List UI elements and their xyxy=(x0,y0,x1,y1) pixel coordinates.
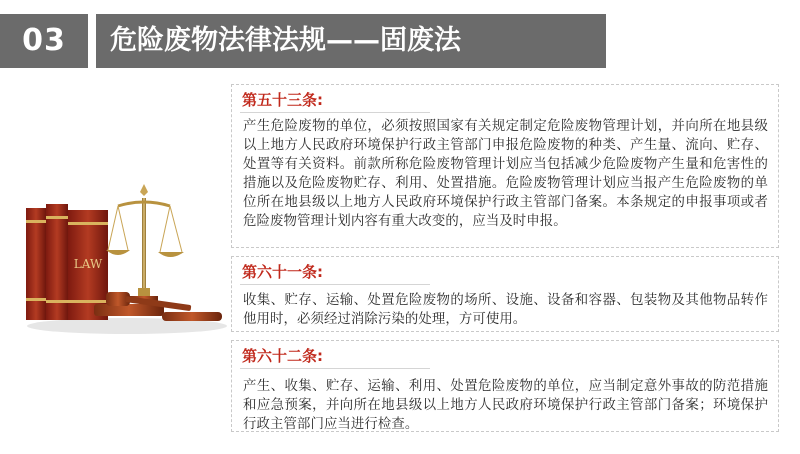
article-body: 收集、贮存、运输、处置危险废物的场所、设施、设备和容器、包装物及其他物品转作他用时，必须经过消除污染的处理，方可使用。 xyxy=(243,293,768,327)
law-books-scales-gavel-icon xyxy=(22,180,232,340)
book-label: LAW xyxy=(73,257,103,271)
section-number: 03 xyxy=(0,14,88,68)
article-title: 第五十三条: xyxy=(242,91,323,109)
title-divider xyxy=(240,368,430,369)
article-61 xyxy=(231,256,779,332)
article-53 xyxy=(231,84,779,248)
article-body: 产生、收集、贮存、运输、利用、处置危险废物的单位，应当制定意外事故的防范措施和应急预案，并向所在地县级以上地方人民政府环境保护行政主管部门备案；环境保护行政主管部门应当进行检查。 xyxy=(243,379,768,432)
title-divider xyxy=(240,284,430,285)
page-title: 危险废物法律法规——固废法 xyxy=(96,14,606,68)
article-body: 产生危险废物的单位，必须按照国家有关规定制定危险废物管理计划，并向所在地县级以上地方人民政府环境保护行政主管部门申报危险废物的种类、产生量、流向、贮存、处置等有关资料。前款所称危险废物管理计划应当包括减少危险废物产生量和危害性的措施以及危险废物贮存、利用、处置措施。危险废物管理计划应当报产生危险废物的单位所在地县级以上地方人民政府环境保护行政主管部门备案。本条规定的申报事项或者危险废物管理计划内容有重大改变的，应当及时申报。 xyxy=(243,119,768,229)
article-title: 第六十二条: xyxy=(242,347,323,365)
article-title: 第六十一条: xyxy=(242,263,323,281)
article-62 xyxy=(231,340,779,432)
title-divider xyxy=(240,112,430,113)
